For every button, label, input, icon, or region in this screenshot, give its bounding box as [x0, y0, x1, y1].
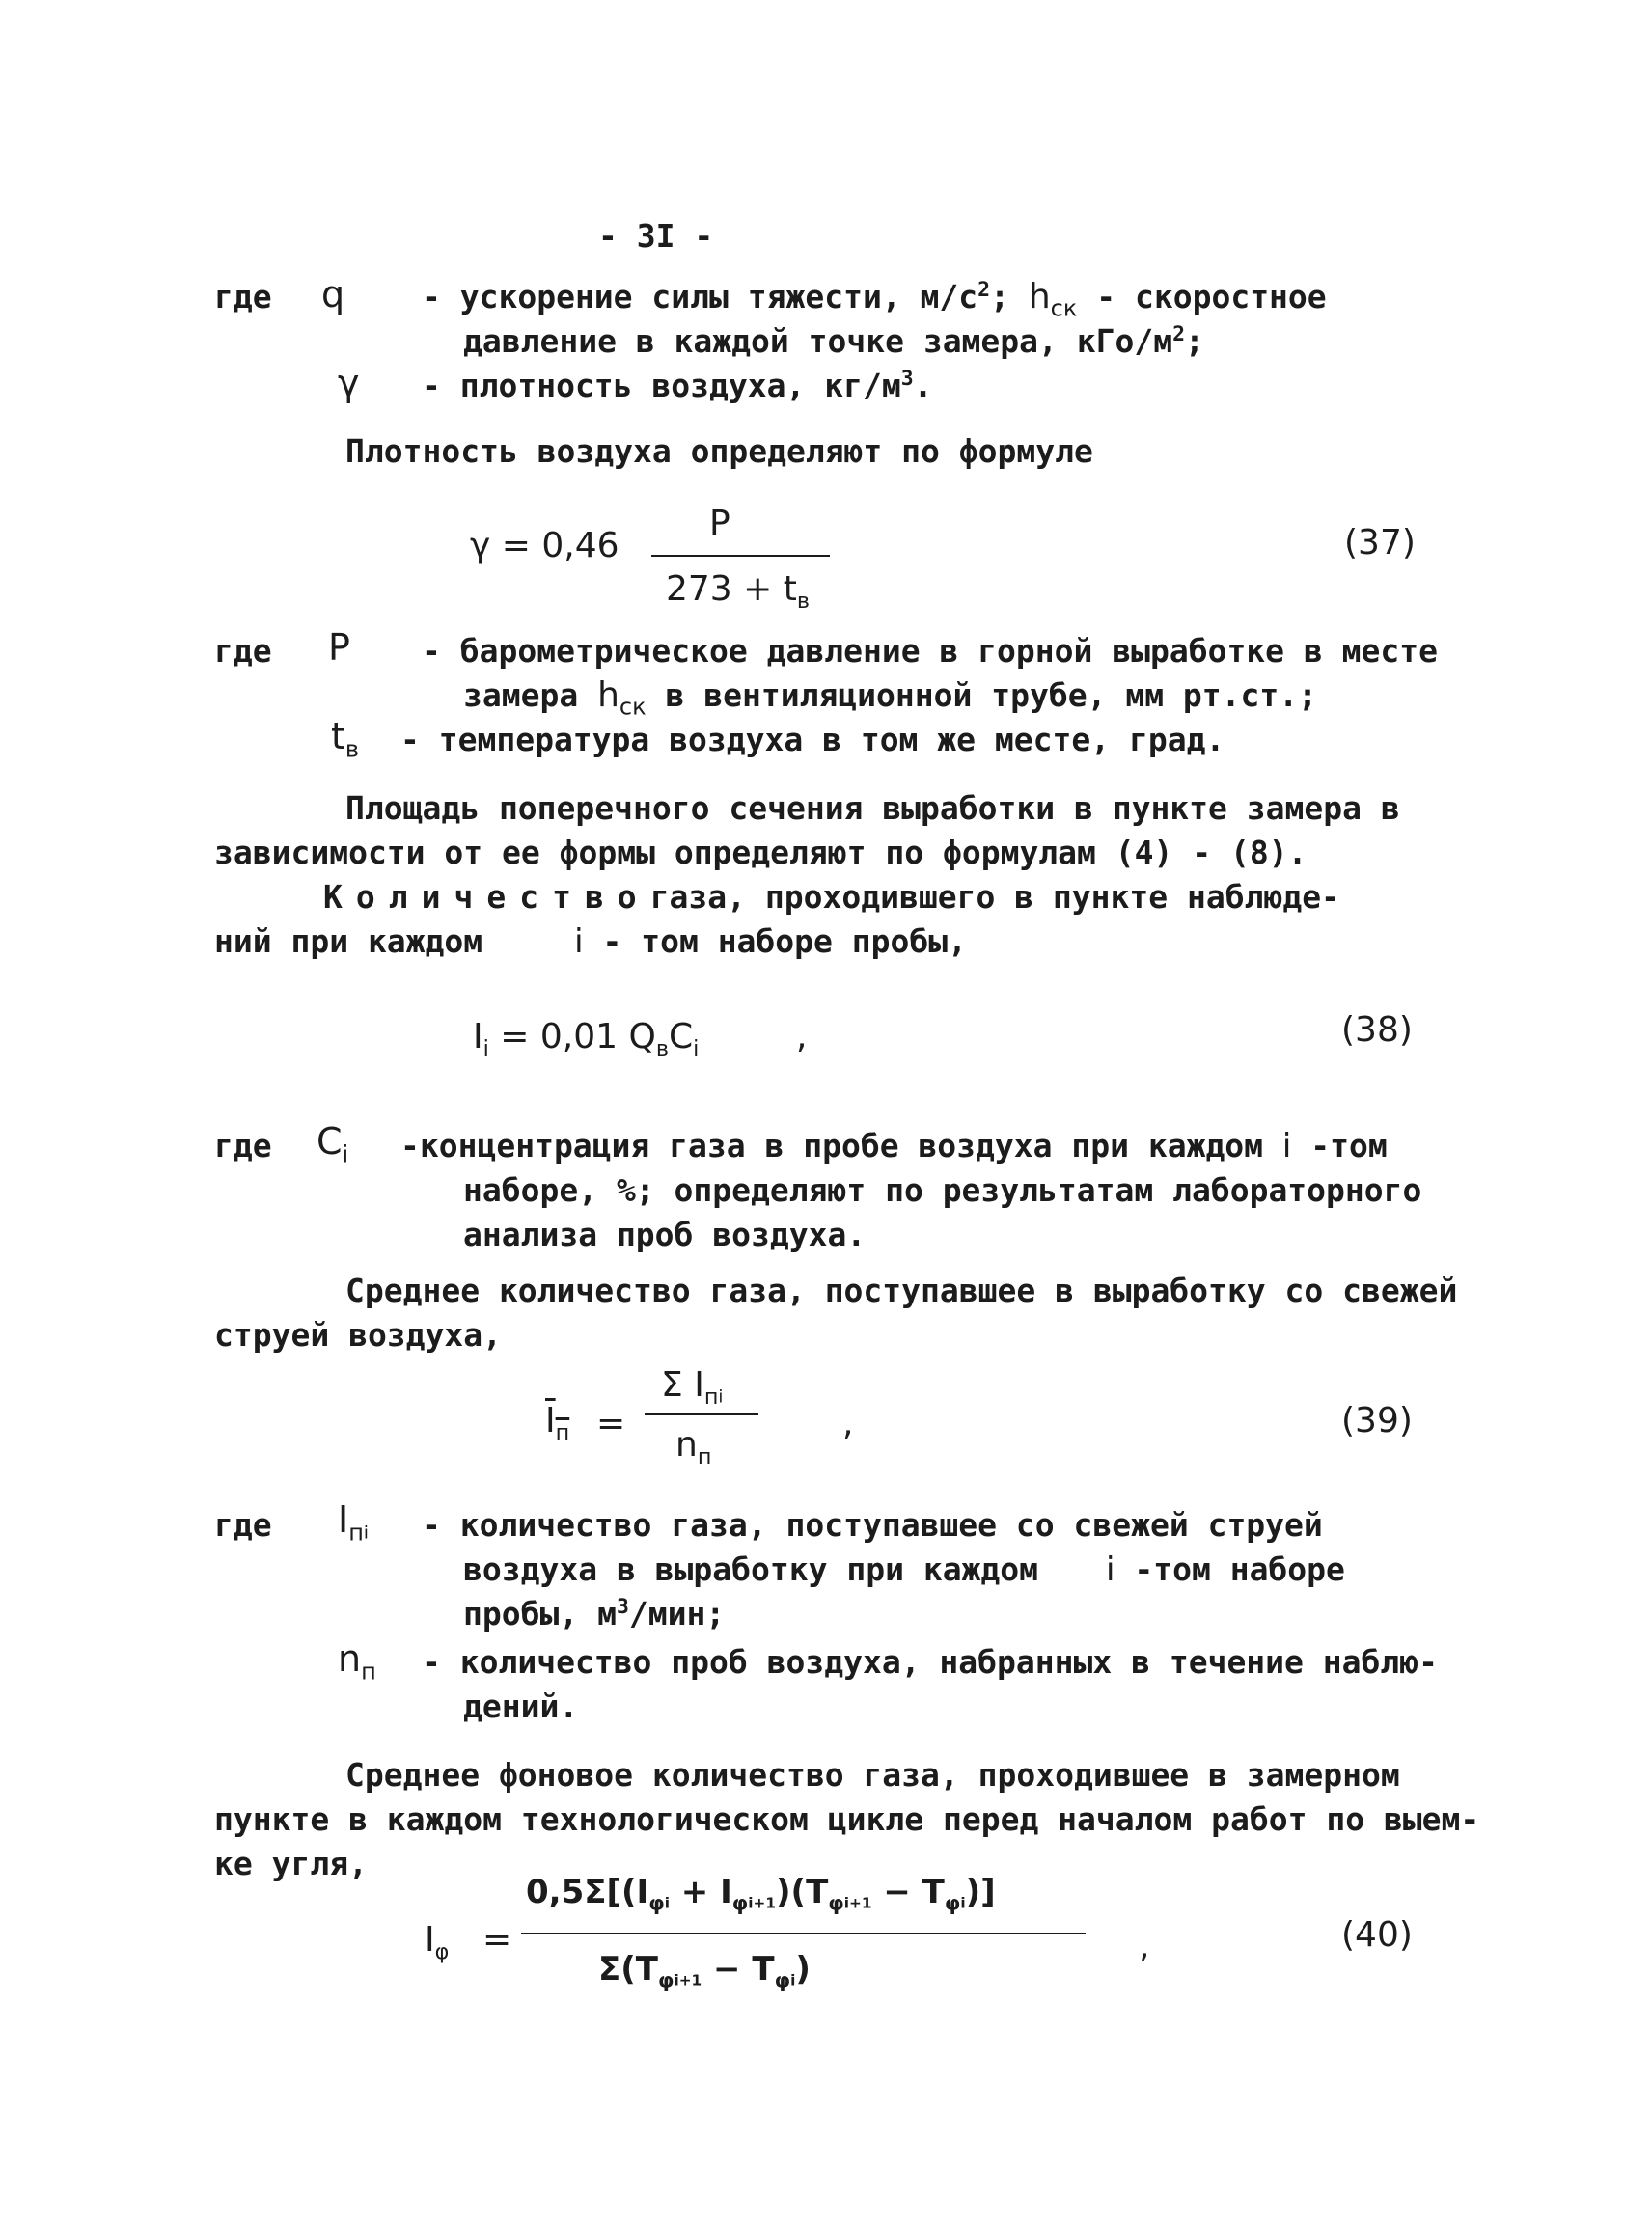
- formula37-lhs: γ = 0,46: [470, 526, 620, 565]
- para-qty-spaced: Количество: [323, 878, 650, 916]
- formula40-num-d: − T: [883, 1873, 945, 1911]
- formula40-num-sub2: φ: [731, 1890, 749, 1915]
- ipi-desc-sup: 3: [616, 1595, 629, 1620]
- t-definition: - температура воздуха в том же месте, град.: [400, 721, 1225, 758]
- gamma-definition: [422, 364, 933, 408]
- formula39-equals: =: [596, 1404, 626, 1443]
- para-avg-line1: Среднее количество газа, поступавшее в выработку со свежей: [345, 1272, 1458, 1309]
- formula40-num-sub1: φ: [648, 1890, 665, 1915]
- ipi-desc-line3b: /мин;: [628, 1595, 726, 1632]
- formula40-comma: ,: [1139, 1927, 1150, 1966]
- c-definition-line1: [400, 1124, 1388, 1168]
- formula37-number: (37): [1344, 523, 1416, 562]
- g-desc-sup: 2: [977, 278, 991, 303]
- symbol-np-sub: п: [361, 1658, 376, 1686]
- formula40-num-b: + I: [680, 1873, 732, 1911]
- para-qty-i: i: [574, 922, 584, 961]
- formula37-den-sub: в: [796, 588, 811, 614]
- formula37-fraction-bar: [651, 555, 830, 557]
- ipi-definition-line3: [463, 1592, 725, 1636]
- formula39-denominator: [675, 1423, 711, 1468]
- para-bg-line3: ке угля,: [214, 1845, 368, 1882]
- formula40-den-subsub1: i+1: [674, 1971, 702, 1989]
- symbol-ipi-sub: п: [348, 1519, 364, 1547]
- formula39-num-sub: п: [703, 1384, 719, 1410]
- symbol-p: P: [328, 626, 350, 669]
- p-definition-line1: - барометрическое давление в горной выработке в месте: [422, 632, 1438, 670]
- formula38-c-sub: i: [693, 1035, 700, 1061]
- symbol-ipi-subsub: i: [363, 1522, 369, 1544]
- formula37-numerator: P: [709, 504, 730, 543]
- formula39-numerator: [661, 1363, 723, 1408]
- formula38-eq: = 0,01 Q: [500, 1017, 656, 1056]
- h-desc-end: ;: [1185, 322, 1204, 360]
- formula40-num-c: )(T: [775, 1873, 829, 1911]
- formula40-den-b: − T: [713, 1950, 775, 1989]
- c-definition-line2: наборе, %; определяют по результатам лабораторного: [463, 1171, 1422, 1209]
- symbol-ipi: [338, 1497, 369, 1547]
- formula40-num-subsub1: i: [664, 1894, 670, 1912]
- para-qty-line2: [214, 919, 967, 964]
- formula40-num-subsub4: i: [960, 1894, 966, 1912]
- formula39-num-main: Σ I: [661, 1365, 704, 1405]
- formula40-den-c: ): [795, 1950, 811, 1989]
- formula40-den-sub2: φ: [774, 1967, 791, 1992]
- page-number: - 3I -: [598, 217, 714, 255]
- formula40-den-a: Σ(T: [598, 1950, 658, 1989]
- formula40-number: (40): [1341, 1915, 1413, 1955]
- formula40-numerator: [526, 1870, 996, 1914]
- p-desc-h: h: [597, 675, 620, 715]
- para-qty-line2b: - том наборе пробы,: [602, 922, 967, 960]
- formula38-c: C: [668, 1017, 694, 1056]
- gamma-desc-end: .: [913, 367, 933, 404]
- h-desc-line2: давление в каждой точке замера, кГо/м: [463, 322, 1173, 360]
- para-avg-line2: струей воздуха,: [214, 1316, 503, 1354]
- formula40-num-subsub2: i+1: [748, 1894, 776, 1912]
- symbol-c-main: C: [317, 1120, 343, 1163]
- p-desc-hsub: ск: [619, 693, 647, 721]
- h-desc-sup: 2: [1172, 322, 1186, 347]
- np-definition-line2: дений.: [463, 1687, 579, 1725]
- formula40-num-sub3: φ: [828, 1890, 844, 1915]
- symbol-c: [317, 1119, 349, 1168]
- h-definition-line2: [463, 319, 1204, 364]
- formula39-den-sub: п: [697, 1443, 712, 1469]
- formula40-equals: =: [482, 1920, 512, 1960]
- symbol-np: [338, 1636, 376, 1686]
- where-label-3: где: [214, 1127, 272, 1165]
- symbol-gamma: γ: [338, 362, 360, 404]
- formula40-num-a: 0,5Σ[(I: [526, 1873, 649, 1911]
- ipi-desc-line2a: воздуха в выработку при каждом: [463, 1550, 1039, 1588]
- formula38-comma: ,: [796, 1017, 808, 1056]
- symbol-h-sub: ск: [1050, 294, 1078, 322]
- symbol-ipi-main: I: [338, 1498, 349, 1541]
- formula40-den-sub1: φ: [657, 1967, 675, 1992]
- symbol-c-sub: i: [342, 1140, 349, 1168]
- formula37-den-text: 273 + t: [666, 569, 797, 609]
- formula40-num-sub4: φ: [944, 1890, 961, 1915]
- formula40-den-subsub2: i: [790, 1971, 796, 1989]
- c-desc-line1a: -концентрация газа в пробе воздуха при каждом: [400, 1127, 1264, 1165]
- ipi-desc-line2b: -том наборе: [1134, 1550, 1345, 1588]
- formula39-lhs: [545, 1399, 569, 1443]
- symbol-t-main: t: [331, 715, 345, 757]
- ipi-definition-line1: - количество газа, поступавшее со свежей струей: [422, 1506, 1323, 1544]
- para-qty-line2a: ний при каждом: [214, 922, 483, 960]
- p-desc-line2a: замера: [463, 676, 579, 714]
- formula38: [473, 1015, 699, 1059]
- formula37-denominator: [666, 567, 810, 612]
- where-label-4: где: [214, 1506, 272, 1544]
- formula40-num-e: )]: [965, 1873, 996, 1911]
- para-qty-line1: [323, 875, 1340, 919]
- formula39-lhs-main: I: [545, 1401, 556, 1440]
- formula40-num-subsub3: i+1: [843, 1894, 872, 1912]
- gamma-desc-sup: 3: [900, 367, 914, 392]
- symbol-t-sub: в: [344, 735, 360, 763]
- formula39-lhs-sub: п: [555, 1419, 570, 1445]
- where-label-2: где: [214, 632, 272, 670]
- h-desc-text: - скоростное: [1096, 278, 1327, 315]
- symbol-t: [331, 714, 360, 763]
- c-definition-line3: анализа проб воздуха.: [463, 1216, 867, 1253]
- para-area-line2: зависимости от ее формы определяют по формулам (4) - (8).: [214, 834, 1308, 871]
- formula40-fraction-bar: [521, 1933, 1086, 1934]
- symbol-h: h: [1028, 277, 1051, 316]
- formula38-q-sub: в: [655, 1035, 669, 1061]
- c-desc-line1b: -том: [1310, 1127, 1388, 1165]
- formula38-lhs-sub: i: [482, 1035, 489, 1061]
- p-desc-line2b: в вентиляционной трубе, мм рт.ст.;: [665, 676, 1318, 714]
- g-definition: [422, 275, 1327, 322]
- c-desc-i: i: [1281, 1127, 1292, 1166]
- g-desc-end: ;: [990, 278, 1009, 315]
- formula39-den-main: n: [675, 1425, 698, 1465]
- gamma-desc-text: - плотность воздуха, кг/м: [422, 367, 901, 404]
- formula40-lhs-main: I: [425, 1920, 435, 1960]
- para-qty-rest: газа, проходившего в пункте наблюде-: [649, 878, 1340, 916]
- para-bg-line2: пункте в каждом технологическом цикле перед началом работ по выем-: [214, 1800, 1480, 1838]
- formula39-number: (39): [1341, 1401, 1413, 1440]
- ipi-desc-i: i: [1106, 1550, 1115, 1589]
- symbol-g: q: [321, 273, 345, 315]
- formula39-comma: ,: [842, 1404, 854, 1443]
- formula40-lhs-sub: φ: [434, 1938, 450, 1964]
- np-definition-line1: - количество проб воздуха, набранных в течение наблю-: [422, 1643, 1438, 1681]
- g-desc-text: - ускорение силы тяжести, м/с: [422, 278, 978, 315]
- formula40-lhs: [425, 1918, 449, 1962]
- formula39-fraction-bar: [645, 1413, 758, 1415]
- formula40-denominator: [598, 1947, 811, 1991]
- ipi-desc-line3a: пробы, м: [463, 1595, 617, 1632]
- para-area-line1: Площадь поперечного сечения выработки в пункте замера в: [345, 789, 1400, 827]
- ipi-definition-line2: [463, 1548, 1345, 1592]
- formula39-num-subsub: i: [718, 1386, 724, 1408]
- para-density: Плотность воздуха определяют по формуле: [345, 432, 1093, 470]
- symbol-np-main: n: [338, 1637, 362, 1680]
- where-label-1: где: [214, 278, 272, 315]
- formula38-lhs: I: [473, 1017, 483, 1056]
- para-bg-line1: Среднее фоновое количество газа, проходившее в замерном: [345, 1756, 1400, 1794]
- p-definition-line2: [463, 673, 1318, 721]
- formula38-number: (38): [1341, 1010, 1413, 1050]
